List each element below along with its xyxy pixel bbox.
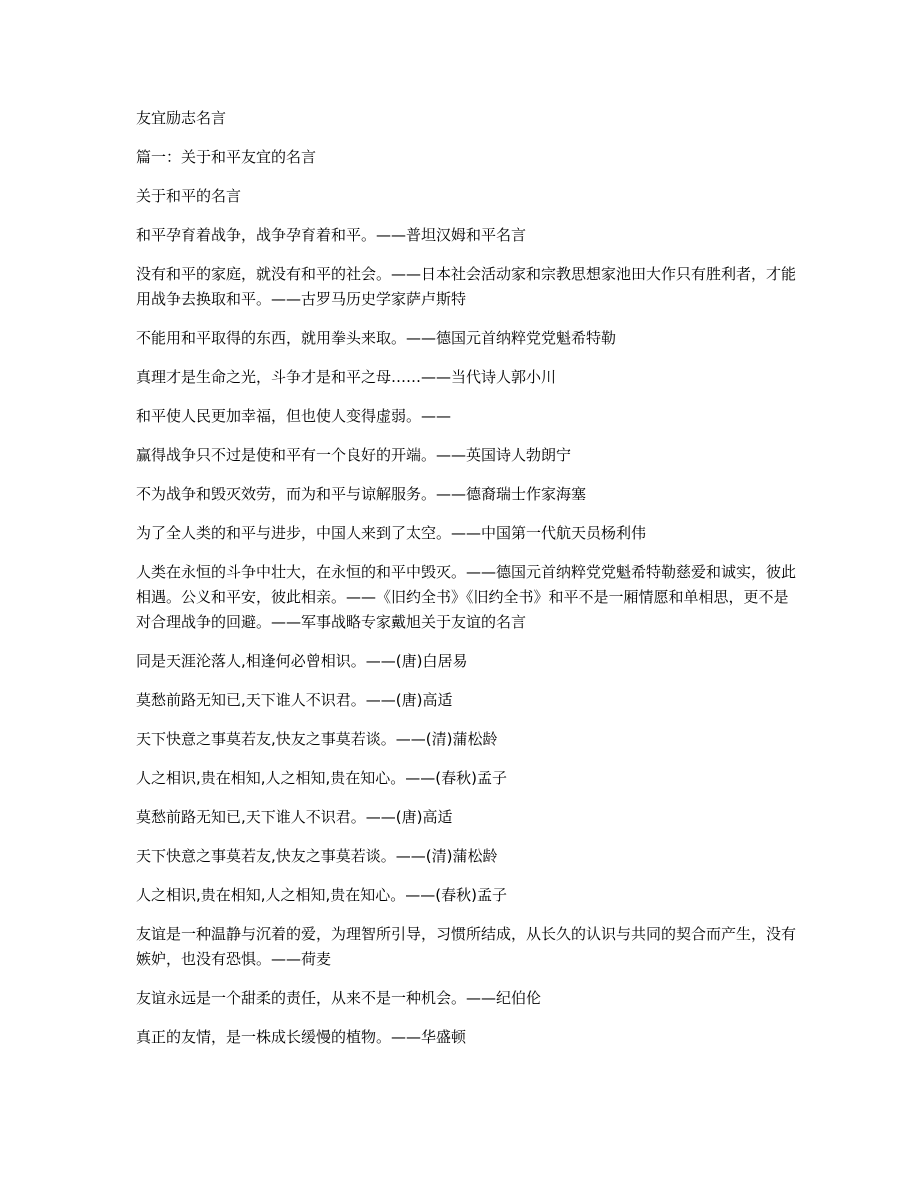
quote-paragraph: 人之相识,贵在相知,人之相知,贵在知心。——(春秋)孟子 [136,769,508,787]
quote-paragraph: 不能用和平取得的东西，就用拳头来取。——德国元首纳粹党党魁希特勒 [136,329,617,347]
quote-paragraph: 不为战争和毁灭效劳，而为和平与谅解服务。——德裔瑞士作家海塞 [136,485,587,503]
quote-paragraph: 和平孕育着战争，战争孕育着和平。——普坦汉姆和平名言 [136,226,527,244]
quote-paragraph: 没有和平的家庭，就没有和平的社会。——日本社会活动家和宗教思想家池田大作只有胜利者，才能用战争去换取和平。——古罗马历史学家萨卢斯特 [136,265,797,308]
quote-paragraph: 天下快意之事莫若友,快友之事莫若谈。——(清)蒲松龄 [136,847,498,865]
document-body [136,106,796,1064]
quote-paragraph: 和平使人民更加幸福，但也使人变得虚弱。—— [136,407,452,425]
subsection-heading: 关于和平的名言 [136,187,242,205]
quote-paragraph: 天下快意之事莫若友,快友之事莫若谈。——(清)蒲松龄 [136,730,498,748]
quote-paragraph: 人之相识,贵在相知,人之相知,贵在知心。——(春秋)孟子 [136,886,508,904]
quote-paragraph: 友谊是一种温静与沉着的爱，为理智所引导，习惯所结成，从长久的认识与共同的契合而产生，没有嫉妒，也没有恐惧。——荷麦 [136,925,797,968]
quote-paragraph: 真理才是生命之光，斗争才是和平之母……——当代诗人郭小川 [136,368,557,386]
quote-paragraph: 友谊永远是一个甜柔的责任，从来不是一种机会。——纪伯伦 [136,989,542,1007]
quote-paragraph: 莫愁前路无知已,天下谁人不识君。——(唐)高适 [136,808,453,826]
quote-paragraph: 同是天涯沦落人,相逢何必曾相识。——(唐)白居易 [136,652,468,670]
quote-paragraph: 真正的友情，是一株成长缓慢的植物。——华盛顿 [136,1028,467,1046]
quote-paragraph: 莫愁前路无知已,天下谁人不识君。——(唐)高适 [136,691,453,709]
document-title: 友宜励志名言 [136,109,227,127]
section-heading: 篇一：关于和平友宜的名言 [136,148,317,166]
quote-paragraph: 为了全人类的和平与进步，中国人来到了太空。——中国第一代航天员杨利伟 [136,524,647,542]
quote-paragraph: 人类在永恒的斗争中壮大，在永恒的和平中毁灭。——德国元首纳粹党党魁希特勒慈爱和诚实，彼此相遇。公义和平安，彼此相亲。——《旧约全书》《旧约全书》和平不是一厢情愿和单相思，更不是对合理战争的回避。——军事战略专家戴旭关于友谊的名言 [136,563,797,631]
quote-paragraph: 赢得战争只不过是使和平有一个良好的开端。——英国诗人勃朗宁 [136,446,572,464]
